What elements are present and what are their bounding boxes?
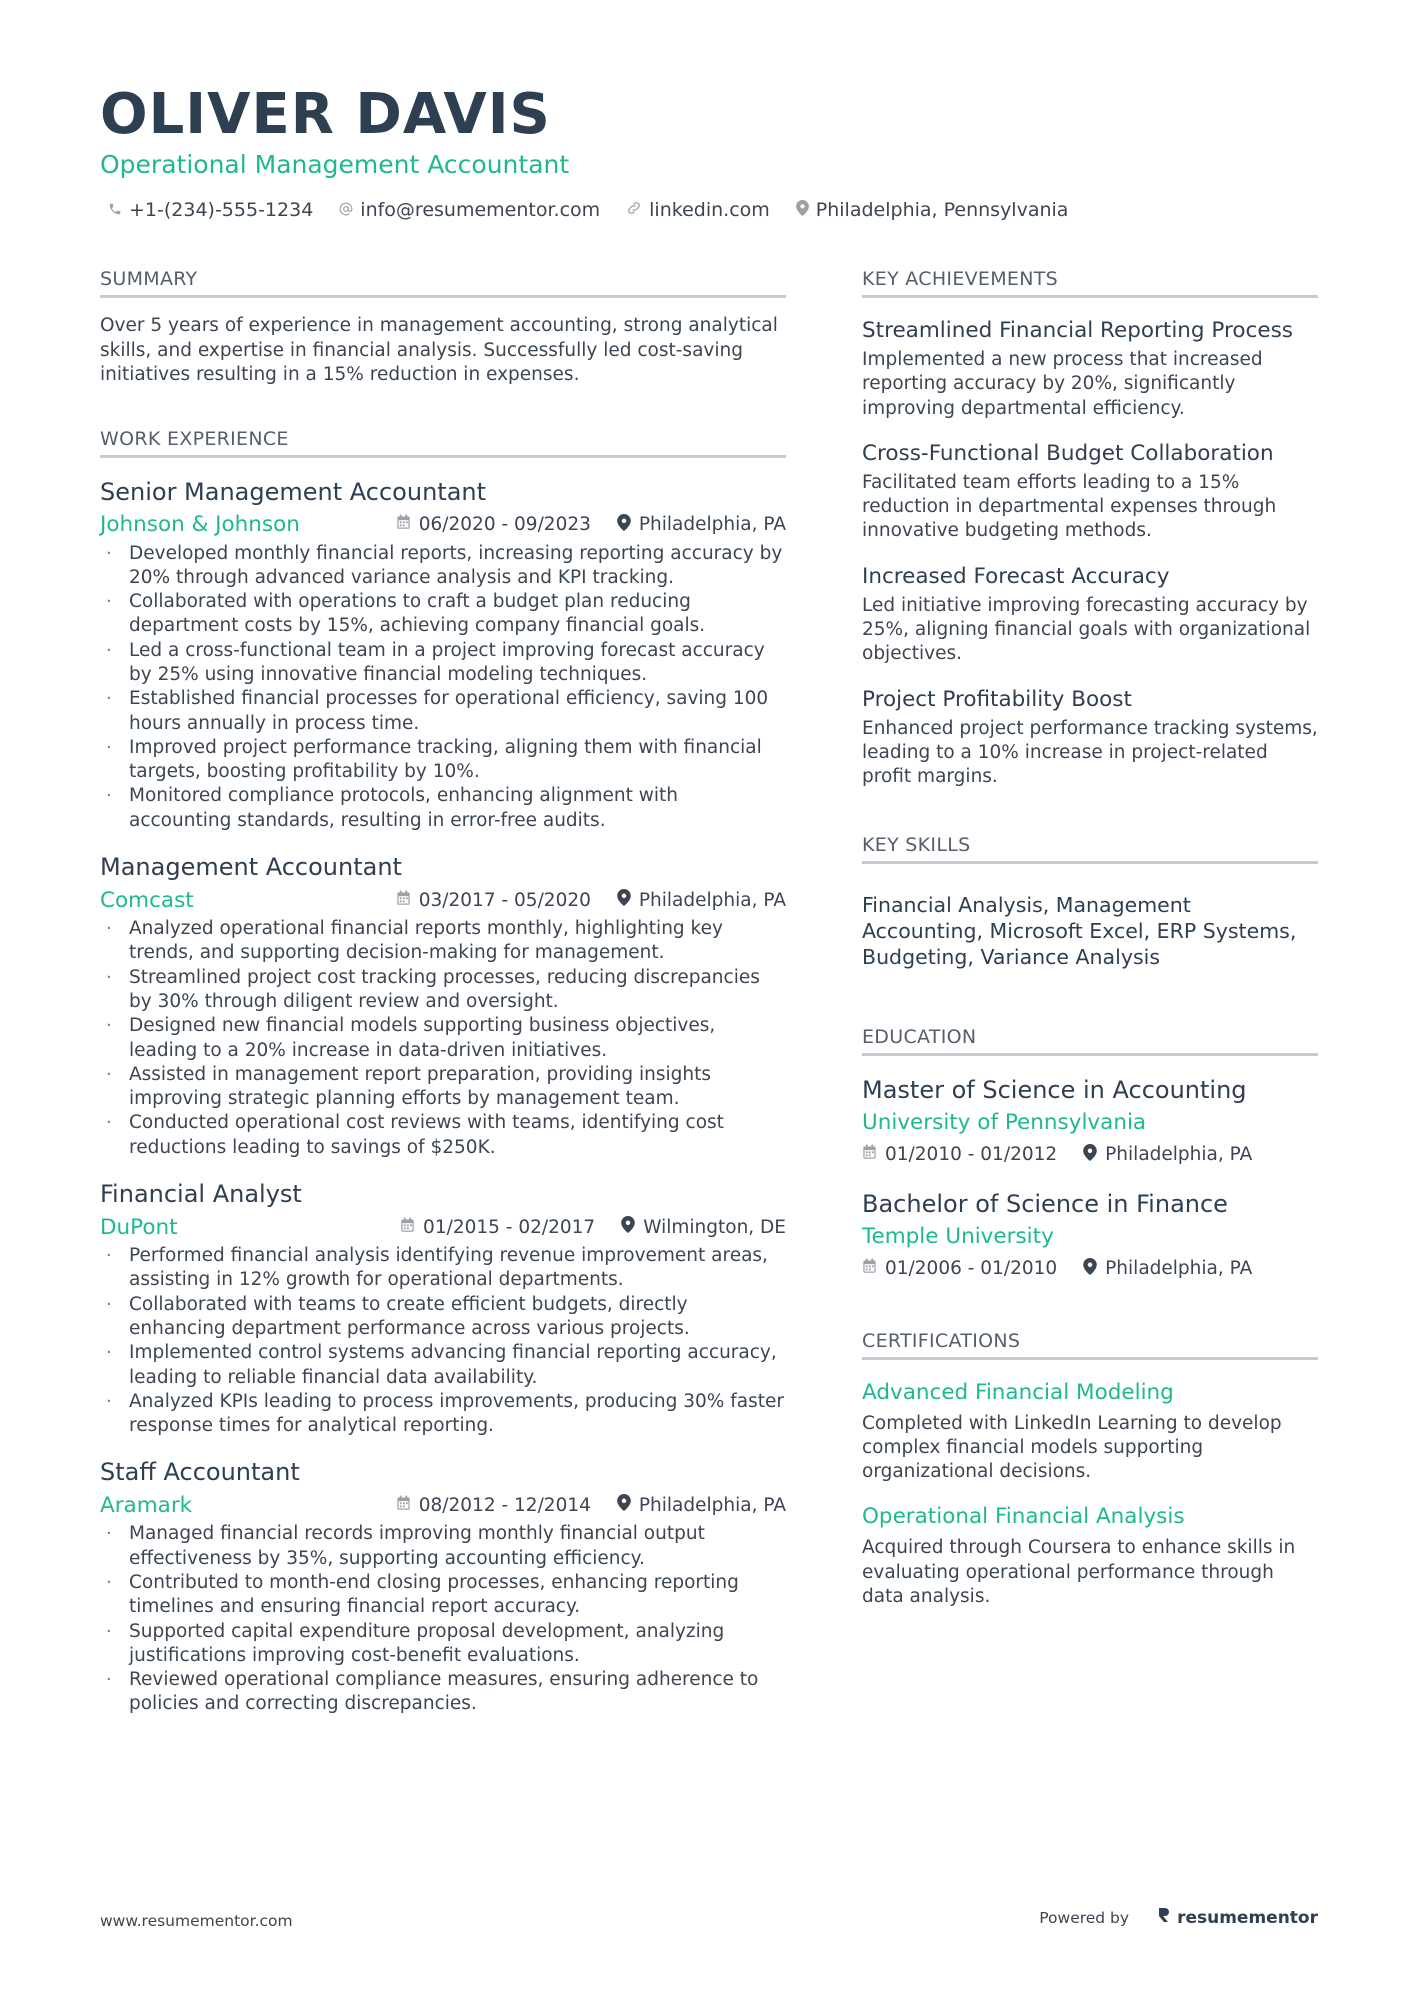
map-pin-icon — [796, 199, 816, 221]
skills-text: Financial Analysis, Management Accounting, Microsoft Excel, ERP Systems, Budgeting, Variance Analysis — [862, 892, 1297, 969]
job-bullet: · Assisted in management report preparation, providing insights improving strategic planning efforts by management team. — [100, 1063, 786, 1112]
certification-description: Completed with LinkedIn Learning to develop complex financial models supporting organizational decisions. — [862, 1412, 1282, 1483]
contact-linkedin[interactable] — [626, 199, 770, 221]
job-dates-text: 03/2017 - 05/2020 — [418, 889, 591, 911]
job-location-text: Philadelphia, PA — [638, 514, 786, 535]
job-dates — [396, 514, 591, 535]
achievement-item — [862, 685, 1318, 790]
job-bullets — [100, 1244, 786, 1438]
job-entry — [100, 851, 786, 1160]
achievement-list — [862, 316, 1318, 790]
education-school: Temple University — [862, 1223, 1054, 1249]
job-bullet: · Established financial processes for operational efficiency, saving 100 hours annually in process time. — [100, 687, 786, 736]
achievement-description: Led initiative improving forecasting accuracy by 25%, aligning financial goals with organizational objectives. — [862, 594, 1311, 665]
job-bullet: · Improved project performance tracking, aligning them with financial targets, boosting profitability by 10%. — [100, 736, 786, 785]
job-title: Staff Accountant — [100, 1458, 300, 1487]
job-bullet: · Collaborated with teams to create efficient budgets, directly enhancing department performance across various projects. — [100, 1293, 786, 1342]
job-bullet: · Reviewed operational compliance measures, ensuring adherence to policies and correcting discrepancies. — [100, 1668, 786, 1717]
candidate-name: OLIVER DAVIS — [100, 82, 551, 147]
job-bullet: · Contributed to month-end closing processes, enhancing reporting timelines and ensuring financial report accuracy. — [100, 1571, 786, 1620]
job-bullets — [100, 917, 786, 1160]
job-title: Management Accountant — [100, 853, 402, 882]
job-bullet: · Managed financial records improving monthly financial output effectiveness by 35%, supporting accounting efficiency. — [100, 1522, 786, 1571]
contact-phone — [108, 199, 313, 221]
job-bullet: · Developed monthly financial reports, increasing reporting accuracy by 20% through advanced variance analysis and KPI tracking. — [100, 542, 786, 591]
achievement-description: Implemented a new process that increased reporting accuracy by 20%, significantly improving departmental efficiency. — [862, 349, 1263, 419]
map-pin-icon — [617, 1494, 639, 1516]
job-location — [621, 1216, 786, 1238]
job-bullet: · Implemented control systems advancing financial reporting accuracy, leading to reliable financial data availability. — [100, 1341, 786, 1390]
certification-description: Acquired through Coursera to enhance skills in evaluating operational performance through data analysis. — [862, 1537, 1296, 1608]
job-date-location — [396, 889, 786, 911]
job-location-text: Wilmington, DE — [643, 1216, 786, 1238]
job-entry — [100, 1178, 786, 1438]
certifications-heading: CERTIFICATIONS — [862, 1330, 1318, 1360]
education-list — [862, 1074, 1318, 1284]
job-meta — [100, 1212, 786, 1242]
job-dates — [396, 890, 591, 911]
achievement-description: Facilitated team efforts leading to a 15% reduction in departmental expenses through innovative budgeting methods. — [862, 471, 1277, 542]
skills-heading: KEY SKILLS — [862, 834, 1318, 864]
phone-icon — [108, 199, 129, 221]
brand-logo[interactable] — [1157, 1906, 1318, 1929]
achievement-item — [862, 439, 1318, 544]
certification-item — [862, 1502, 1318, 1609]
achievement-title: Cross-Functional Budget Collaboration — [862, 440, 1274, 466]
job-bullet: · Analyzed KPIs leading to process improvements, producing 30% faster response times for analytical reporting. — [100, 1390, 786, 1439]
education-heading: EDUCATION — [862, 1026, 1318, 1056]
left-column — [100, 268, 786, 1717]
job-date-location — [396, 1494, 786, 1516]
job-entry — [100, 476, 786, 834]
brand-name: resumementor — [1177, 1907, 1318, 1928]
job-title: Financial Analyst — [100, 1180, 302, 1209]
calendar-icon — [862, 1258, 885, 1279]
experience-heading: WORK EXPERIENCE — [100, 428, 786, 458]
job-list — [100, 476, 786, 1717]
company-name: Aramark — [100, 1492, 193, 1518]
company-name: Comcast — [100, 887, 194, 913]
education-meta — [862, 1140, 1318, 1170]
company-name: DuPont — [100, 1214, 178, 1240]
footer-branding — [1039, 1906, 1318, 1929]
certification-title: Operational Financial Analysis — [862, 1504, 1185, 1530]
job-bullet: · Performed financial analysis identifying revenue improvement areas, assisting in 12% growth for operational departments. — [100, 1244, 786, 1293]
location-text: Philadelphia, Pennsylvania — [815, 199, 1069, 221]
job-bullet: · Monitored compliance protocols, enhancing alignment with accounting standards, resulting in error-free audits. — [100, 784, 786, 833]
job-bullet: · Supported capital expenditure proposal development, analyzing justifications improving cost-benefit evaluations. — [100, 1620, 786, 1669]
summary-heading: SUMMARY — [100, 268, 786, 298]
job-bullet: · Designed new financial models supporting business objectives, leading to a 20% increase in data-driven initiatives. — [100, 1014, 786, 1063]
job-bullets — [100, 1522, 786, 1716]
achievements-heading: KEY ACHIEVEMENTS — [862, 268, 1318, 298]
map-pin-icon — [617, 889, 639, 911]
achievement-description: Enhanced project performance tracking systems, leading to a 10% increase in project-related profit margins. — [862, 717, 1318, 788]
achievement-title: Project Profitability Boost — [862, 686, 1132, 712]
job-bullet: · Led a cross-functional team in a project improving forecast accuracy by 25% using innovative financial modeling techniques. — [100, 639, 786, 688]
calendar-icon — [396, 890, 419, 911]
achievement-title: Streamlined Financial Reporting Process — [862, 318, 1293, 343]
job-meta — [100, 510, 786, 540]
contact-bar — [108, 199, 1094, 221]
job-location — [617, 514, 786, 536]
job-bullet: · Collaborated with operations to craft a budget plan reducing department costs by 15%, achieving company financial goals. — [100, 590, 786, 639]
job-dates-text: 08/2012 - 12/2014 — [418, 1494, 591, 1516]
education-meta — [862, 1254, 1318, 1284]
calendar-icon — [400, 1217, 423, 1238]
linkedin-text: linkedin.com — [649, 199, 770, 221]
calendar-icon — [396, 514, 419, 535]
education-location — [1083, 1144, 1252, 1166]
link-icon — [626, 199, 649, 221]
job-bullet: · Analyzed operational financial reports monthly, highlighting key trends, and supporting decision-making for management. — [100, 917, 786, 966]
job-date-location — [400, 1216, 786, 1238]
achievement-title: Increased Forecast Accuracy — [862, 563, 1170, 589]
education-degree: Bachelor of Science in Finance — [862, 1189, 1228, 1218]
contact-location — [796, 199, 1069, 221]
job-location — [617, 1494, 786, 1516]
summary-text: Over 5 years of experience in management accounting, strong analytical skills, and expertise in financial analysis. Successfully led cost-saving initiatives resulting in a 15% reduction in expenses. — [100, 315, 778, 385]
job-location-text: Philadelphia, PA — [638, 1494, 786, 1516]
certification-item — [862, 1378, 1318, 1485]
job-date-location — [396, 514, 786, 536]
job-dates — [400, 1217, 595, 1238]
right-column — [862, 268, 1318, 1609]
calendar-icon — [862, 1144, 885, 1165]
job-bullets — [100, 542, 786, 834]
email-text: info@resumementor.com — [360, 199, 601, 221]
education-dates-text: 01/2010 - 01/2012 — [885, 1144, 1058, 1166]
job-bullet: · Streamlined project cost tracking processes, reducing discrepancies by 30% through diligent review and oversight. — [100, 966, 786, 1015]
calendar-icon — [396, 1495, 419, 1516]
map-pin-icon — [1083, 1144, 1105, 1166]
job-location-text: Philadelphia, PA — [638, 889, 786, 911]
job-bullet: · Conducted operational cost reviews with teams, identifying cost reductions leading to savings of $250K. — [100, 1111, 786, 1160]
powered-by-text: Powered by — [1039, 1908, 1130, 1927]
certification-title: Advanced Financial Modeling — [862, 1379, 1174, 1405]
job-title: Senior Management Accountant — [100, 477, 487, 506]
education-location — [1083, 1258, 1252, 1280]
certification-list — [862, 1378, 1318, 1610]
job-dates-text: 01/2015 - 02/2017 — [423, 1216, 596, 1238]
brand-mark-icon — [1157, 1906, 1177, 1929]
education-dates — [862, 1258, 1057, 1279]
map-pin-icon — [621, 1216, 643, 1238]
education-dates — [862, 1144, 1057, 1165]
education-location-text: Philadelphia, PA — [1105, 1258, 1253, 1280]
job-location — [617, 889, 786, 911]
education-location-text: Philadelphia, PA — [1105, 1144, 1253, 1166]
phone-text: +1-(234)-555-1234 — [129, 199, 314, 221]
job-meta — [100, 885, 786, 915]
footer-website[interactable]: www.resumementor.com — [100, 1912, 293, 1930]
map-pin-icon — [1083, 1258, 1105, 1280]
education-item — [862, 1188, 1318, 1284]
achievement-item — [862, 562, 1318, 667]
candidate-title: Operational Management Accountant — [100, 150, 570, 179]
education-dates-text: 01/2006 - 01/2010 — [885, 1258, 1058, 1280]
job-entry — [100, 1456, 786, 1716]
job-meta — [100, 1490, 786, 1520]
at-icon — [339, 199, 360, 221]
job-dates-text: 06/2020 - 09/2023 — [418, 514, 591, 535]
contact-email[interactable] — [339, 199, 600, 221]
company-name: Johnson & Johnson — [100, 512, 300, 537]
education-item — [862, 1074, 1318, 1170]
education-degree: Master of Science in Accounting — [862, 1075, 1247, 1104]
job-dates — [396, 1495, 591, 1516]
education-school: University of Pennsylvania — [862, 1109, 1147, 1135]
map-pin-icon — [617, 514, 639, 536]
achievement-item — [862, 316, 1318, 421]
